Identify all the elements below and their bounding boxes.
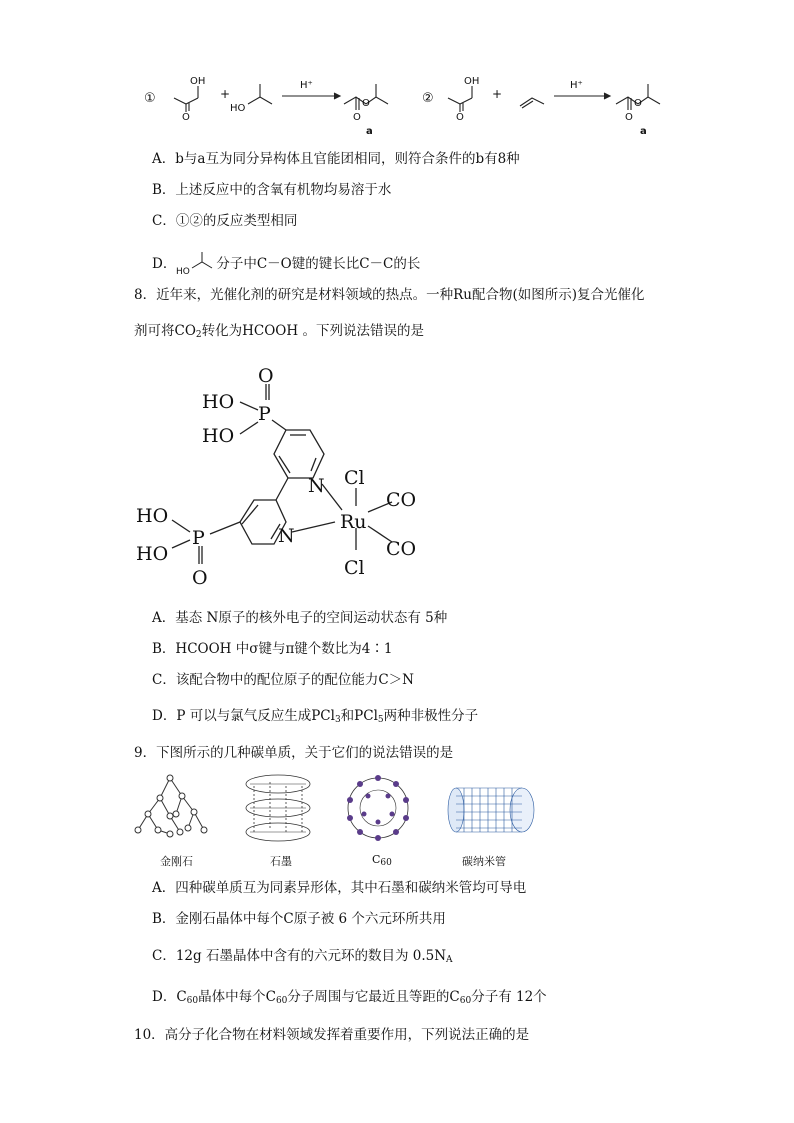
label-graphite: 石墨 xyxy=(270,855,292,868)
svg-text:N: N xyxy=(308,475,325,497)
q9-option-d: D．$C_{60}$晶体中每个$C_{60}$分子周围与它最近且等距的$C_{60}$分子有 12个 xyxy=(152,989,547,1006)
acetic-acid-1-skeleton xyxy=(174,98,198,104)
svg-text:O: O xyxy=(625,112,633,123)
svg-text:O: O xyxy=(634,98,642,109)
carbon-nanotube-structure xyxy=(448,788,534,832)
svg-text:+: + xyxy=(220,87,231,101)
svg-text:CO: CO xyxy=(386,489,417,511)
svg-text:O: O xyxy=(456,112,464,123)
label-c60: $C_{60}$ xyxy=(372,853,392,868)
c60-structure xyxy=(347,775,409,841)
svg-text:OH: OH xyxy=(464,76,480,87)
isopropanol-skeleton xyxy=(248,97,272,104)
q7-option-b: B．上述反应中的含氧有机物均易溶于水 xyxy=(152,182,392,198)
svg-text:HO: HO xyxy=(230,103,246,114)
svg-text:Cl: Cl xyxy=(344,467,365,489)
graphite-structure xyxy=(246,775,310,841)
svg-text:O: O xyxy=(362,98,370,109)
q8-stem-line-2: 剂可将$CO_2$转化为HCOOH 。下列说法错误的是 xyxy=(134,323,424,340)
reaction-scheme xyxy=(130,64,690,142)
label-diamond: 金刚石 xyxy=(160,855,193,868)
q8-option-c: C．该配合物中的配位原子的配位能力C＞N xyxy=(152,672,414,688)
q9-option-a: A．四种碳单质互为同素异形体，其中石墨和碳纳米管均可导电 xyxy=(152,880,527,896)
svg-text:HO: HO xyxy=(202,391,235,413)
svg-text:P: P xyxy=(192,527,205,549)
q7-option-d: D． HO 分子中C－O键的键长比C－C的长 xyxy=(152,250,420,276)
svg-text:HO: HO xyxy=(202,425,235,447)
q8-option-a: A．基态 N原子的核外电子的空间运动状态有 5种 xyxy=(152,610,448,626)
svg-text:O: O xyxy=(182,112,190,123)
reaction-2-number: ② xyxy=(422,91,434,106)
svg-text:+: + xyxy=(492,87,503,101)
svg-text:Ru: Ru xyxy=(340,511,367,533)
acetic-acid-2-skeleton xyxy=(448,98,472,104)
label-nanotube: 碳纳米管 xyxy=(462,855,506,868)
pyridine-ring-upper xyxy=(274,430,324,478)
q10-stem: 10．高分子化合物在材料领域发挥着重要作用，下列说法正确的是 xyxy=(134,1027,530,1043)
product-label-2: a xyxy=(640,126,647,137)
svg-text:O: O xyxy=(353,112,361,123)
catalyst-label-1: H⁺ xyxy=(300,80,313,91)
q9-stem: 9．下图所示的几种碳单质，关于它们的说法错误的是 xyxy=(134,745,454,761)
svg-text:OH: OH xyxy=(190,76,206,87)
svg-text:HO: HO xyxy=(176,267,191,276)
svg-text:O: O xyxy=(192,567,208,589)
q9-option-b: B．金刚石晶体中每个C原子被 6 个六元环所共用 xyxy=(152,911,446,927)
diamond-structure xyxy=(135,775,207,837)
q8-stem-line-1: 8．近年来，光催化剂的研究是材料领域的热点。一种Ru配合物(如图所示)复合光催化 xyxy=(134,287,645,303)
q7-option-a: A．b与a互为同分异构体且官能团相同，则符合条件的b有8种 xyxy=(152,151,520,167)
reaction-1-number: ① xyxy=(144,91,156,106)
svg-text:HO: HO xyxy=(136,543,169,565)
svg-text:P: P xyxy=(258,403,271,425)
isopropanol-small-structure xyxy=(176,250,216,276)
q8-option-d: D．P 可以与氯气反应生成PCl$_3$和PCl$_5$两种非极性分子 xyxy=(152,708,479,725)
svg-text:Cl: Cl xyxy=(344,557,365,579)
ru-complex-structure xyxy=(130,360,430,590)
svg-text:HO: HO xyxy=(136,505,169,527)
q7-option-c: C．①②的反应类型相同 xyxy=(152,213,298,229)
catalyst-label-2: H⁺ xyxy=(570,80,583,91)
svg-text:O: O xyxy=(258,365,274,387)
svg-text:N: N xyxy=(278,525,295,547)
q9-option-c: C．12g 石墨晶体中含有的六元环的数目为 $0.5N_A$ xyxy=(152,948,453,965)
carbon-allotropes-figure xyxy=(130,770,550,850)
product-label-1: a xyxy=(366,126,373,137)
q8-option-b: B．HCOOH 中σ键与π键个数比为4∶1 xyxy=(152,641,393,657)
svg-text:CO: CO xyxy=(386,538,417,560)
